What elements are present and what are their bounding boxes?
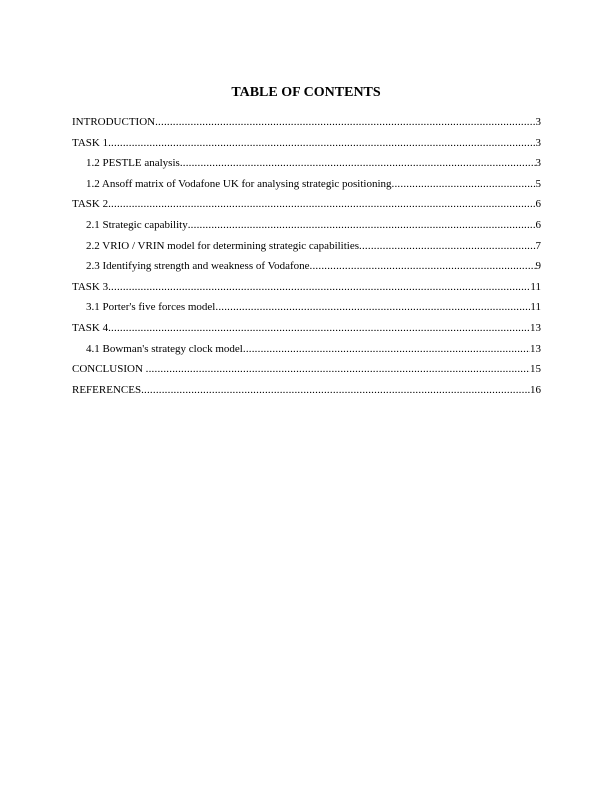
- toc-entry-page: 3: [535, 116, 541, 128]
- toc-entry-ansoff-matrix[interactable]: [72, 174, 541, 195]
- toc-entry-page: 9: [535, 260, 541, 273]
- toc-entry-page: 11: [530, 301, 541, 314]
- toc-entry-references[interactable]: [72, 380, 541, 401]
- toc-entry-text: 1.2 Ansoff matrix of Vodafone UK for analysing strategic positioning: [86, 177, 392, 190]
- toc-entry-porters-five-forces[interactable]: [72, 297, 541, 318]
- toc-dot-leader: [141, 380, 530, 401]
- toc-dot-leader: [310, 256, 536, 277]
- toc-entry-strategic-capability[interactable]: [72, 215, 541, 236]
- toc-list: [72, 112, 541, 400]
- toc-entry-page: 13: [530, 321, 541, 334]
- toc-dot-leader: [188, 215, 536, 236]
- toc-dot-leader: [108, 277, 530, 298]
- toc-entry-text: 4.1 Bowman's strategy clock model: [86, 342, 243, 355]
- toc-dot-leader: [180, 153, 536, 174]
- toc-entry-text: 2.3 Identifying strength and weakness of Vodafone: [86, 260, 310, 273]
- toc-dot-leader: [108, 318, 530, 339]
- toc-entry-text: CONCLUSION: [72, 363, 146, 376]
- toc-dot-leader: [108, 194, 535, 215]
- toc-entry-task-4[interactable]: [72, 318, 541, 339]
- toc-entry-page: 11: [530, 280, 541, 293]
- toc-entry-page: 3: [535, 136, 541, 149]
- toc-dot-leader: [155, 112, 535, 133]
- toc-entry-page: 6: [535, 218, 541, 231]
- toc-entry-page: 13: [530, 342, 541, 355]
- toc-entry-page: 5: [535, 177, 541, 190]
- toc-entry-strength-weakness[interactable]: [72, 256, 541, 277]
- toc-dot-leader: [146, 359, 530, 380]
- toc-entry-task-2[interactable]: [72, 194, 541, 215]
- toc-entry-page: 3: [535, 157, 541, 170]
- toc-entry-text: TASK 3: [72, 280, 109, 293]
- toc-entry-text: TASK 4: [72, 321, 109, 334]
- toc-entry-conclusion[interactable]: [72, 359, 541, 380]
- toc-dot-leader: [243, 339, 530, 360]
- toc-entry-page: 7: [535, 239, 541, 252]
- toc-entry-page: 16: [530, 383, 541, 396]
- toc-entry-text: TASK 2: [72, 198, 109, 211]
- toc-entry-text: 3.1 Porter's five forces model: [86, 301, 216, 314]
- toc-entry-vrio-vrin-model[interactable]: [72, 236, 541, 257]
- toc-entry-page: 15: [530, 363, 541, 376]
- toc-entry-task-1[interactable]: [72, 133, 541, 154]
- toc-dot-leader: [359, 236, 535, 257]
- toc-entry-text: REFERENCES: [72, 383, 142, 396]
- toc-entry-text: 1.2 PESTLE analysis: [86, 157, 180, 170]
- toc-entry-text: INTRODUCTION: [72, 116, 156, 128]
- toc-entry-introduction[interactable]: [72, 112, 541, 133]
- toc-dot-leader: [215, 297, 530, 318]
- toc-entry-text: 2.2 VRIO / VRIN model for determining strategic capabilities: [86, 239, 360, 252]
- toc-entry-text: 2.1 Strategic capability: [86, 218, 188, 231]
- toc-dot-leader: [108, 133, 535, 154]
- toc-entry-task-3[interactable]: [72, 277, 541, 298]
- toc-title: TABLE OF CONTENTS: [231, 85, 381, 100]
- toc-dot-leader: [392, 174, 536, 195]
- toc-entry-text: TASK 1: [72, 136, 109, 149]
- toc-entry-bowmans-strategy-clock[interactable]: [72, 339, 541, 360]
- toc-entry-pestle-analysis[interactable]: [72, 153, 541, 174]
- toc-entry-page: 6: [535, 198, 541, 211]
